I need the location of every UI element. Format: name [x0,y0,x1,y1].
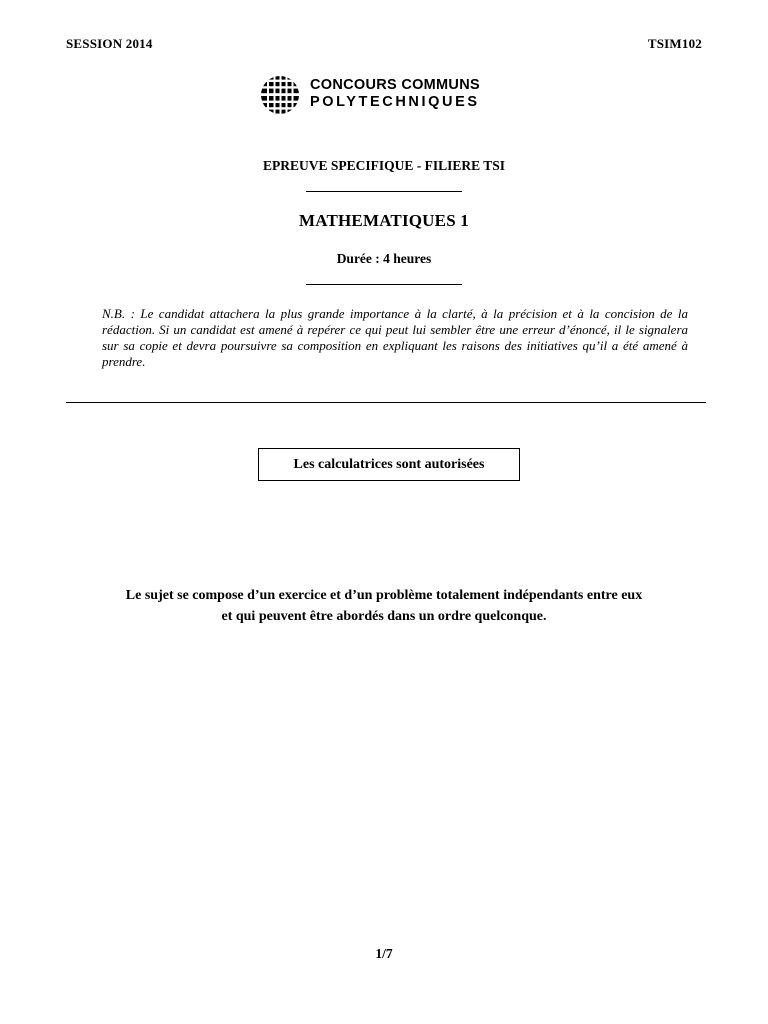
section-divider [66,402,706,403]
calculators-notice: Les calculatrices sont autorisées [258,448,520,481]
exam-code: TSIM102 [647,36,702,51]
epreuve-heading: EPREUVE SPECIFIQUE - FILIERE TSI [262,158,506,173]
instructions-note: N.B. : Le candidat attachera la plus grande importance à la clarté, à la précision et à la concision de la rédaction. Si un candidat est amené à repérer ce qui peut lui sembler être une erreur d’énoncé, il le signalera sur sa copie et devra poursuivre sa composition en expliquant les raisons des initiatives qu’il a été amené à prendre. [102,306,688,369]
divider [306,284,462,285]
session-label: SESSION 2014 [66,36,153,51]
ccp-logo [260,75,510,115]
divider [306,191,462,192]
exam-title: MATHEMATIQUES 1 [298,211,470,230]
subject-line-2: et qui peuvent être abordés dans un ordre quelconque. [221,609,547,624]
logo-line-1: CONCOURS COMMUNS [310,77,480,93]
logo-line-2: POLYTECHNIQUES [310,94,480,110]
globe-logo-icon [260,75,300,115]
subject-line-1: Le sujet se compose d’un exercice et d’un problème totalement indépendants entre eux [125,588,643,603]
exam-duration: Durée : 4 heures [336,251,432,266]
subject-description [0,585,768,627]
page-number: 1/7 [375,946,393,961]
